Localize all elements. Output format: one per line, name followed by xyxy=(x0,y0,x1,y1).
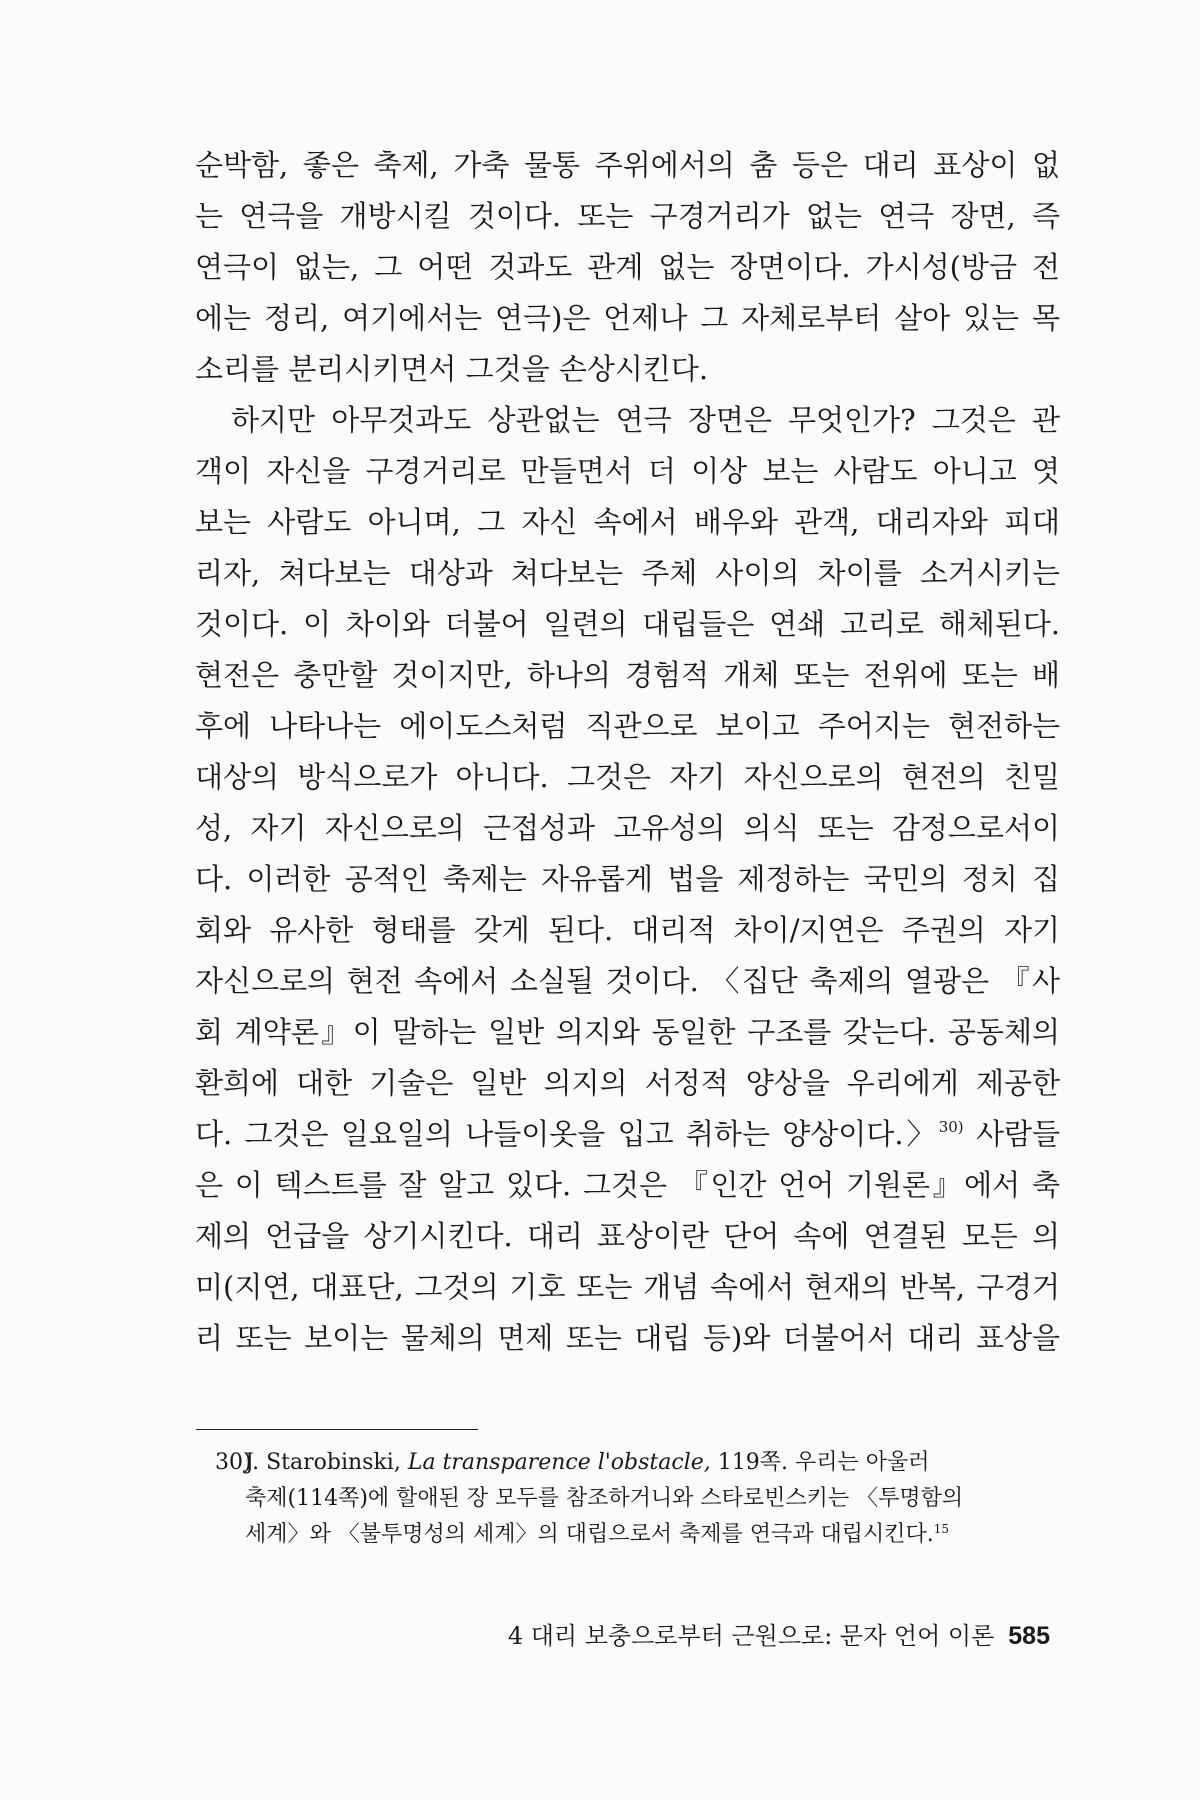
text-line: 리 또는 보이는 물체의 면제 또는 대립 등)와 더불어서 대리 표상을 xyxy=(195,1321,1060,1355)
footnote-number: 30) xyxy=(215,1450,252,1475)
text-line: 환희에 대한 기술은 일반 의지의 서정적 양상을 우리에게 제공한 xyxy=(195,1066,1060,1100)
running-footer xyxy=(508,1616,1050,1651)
text-line: 연극이 없는, 그 어떤 것과도 관계 없는 장면이다. 가시성(방금 전 xyxy=(195,250,1060,284)
text-line-with-footnote-ref xyxy=(195,1109,1060,1160)
text-line: 다. 이러한 공적인 축제는 자유롭게 법을 제정하는 국민의 정치 집 xyxy=(195,862,1060,896)
footnote-line xyxy=(215,1445,1060,1481)
footnote-reference: 30) xyxy=(938,1118,964,1136)
text-line: 회 계약론』이 말하는 일반 의지와 동일한 구조를 갖는다. 공동체의 xyxy=(195,1015,1060,1049)
text-line: 순박함, 좋은 축제, 가축 물통 주위에서의 춤 등은 대리 표상이 없 xyxy=(195,148,1060,182)
text-line: 은 이 텍스트를 잘 알고 있다. 그것은 『인간 언어 기원론』에서 축 xyxy=(195,1168,1060,1202)
text-line-tail xyxy=(964,1117,976,1151)
text-line: 회와 유사한 형태를 갖게 된다. 대리적 차이/지연은 주권의 자기 xyxy=(195,913,1060,947)
text-line: 는 연극을 개방시킬 것이다. 또는 구경거리가 없는 연극 장면, 즉 xyxy=(195,199,1060,233)
text-line: 에는 정리, 여기에서는 연극)은 언제나 그 자체로부터 살아 있는 목 xyxy=(195,301,1060,335)
body-text xyxy=(195,140,1060,1364)
chapter-title: 4 대리 보충으로부터 근원으로: 문자 언어 이론 xyxy=(507,1622,995,1650)
footnote-title: La transparence l'obstacle, xyxy=(407,1450,711,1475)
text-line: 객이 자신을 구경거리로 만들면서 더 이상 보는 사람도 아니고 엿 xyxy=(195,454,1060,488)
footnote-superscript: 15 xyxy=(933,1522,950,1536)
footnote xyxy=(215,1445,1060,1553)
text-line-tail-word: 사람들 xyxy=(975,1117,1061,1151)
footnote-line: 축제(114쪽)에 할애된 장 모두를 참조하거니와 스타로빈스키는 〈투명함의 xyxy=(245,1486,964,1511)
text-line: 것이다. 이 차이와 더불어 일련의 대립들은 연쇄 고리로 해체된다. xyxy=(195,607,1060,641)
text-line: 대상의 방식으로가 아니다. 그것은 자기 자신으로의 현전의 친밀 xyxy=(195,760,1060,794)
text-line-main: 다. 그것은 일요일의 나들이옷을 입고 취하는 양상이다.〉 xyxy=(195,1117,939,1151)
text-line: 자신으로의 현전 속에서 소실될 것이다. 〈집단 축제의 열광은 『사 xyxy=(195,964,1060,998)
text-line: 후에 나타나는 에이도스처럼 직관으로 보이고 주어지는 현전하는 xyxy=(195,709,1060,743)
footnote-divider xyxy=(196,1429,478,1430)
text-line: 미(지연, 대표단, 그것의 기호 또는 개념 속에서 현재의 반복, 구경거 xyxy=(195,1270,1060,1304)
text-line: 보는 사람도 아니며, 그 자신 속에서 배우와 관객, 대리자와 피대 xyxy=(195,505,1060,539)
footnote-rest: 119쪽. 우리는 아울러 xyxy=(717,1450,930,1475)
text-line: 성, 자기 자신으로의 근접성과 고유성의 의식 또는 감정으로서이 xyxy=(195,811,1060,845)
text-line: 하지만 아무것과도 상관없는 연극 장면은 무엇인가? 그것은 관 xyxy=(231,403,1060,437)
page-number: 585 xyxy=(1008,1622,1050,1650)
text-line: 제의 언급을 상기시킨다. 대리 표상이란 단어 속에 연결된 모든 의 xyxy=(195,1219,1060,1253)
footnote-line xyxy=(215,1517,1060,1553)
text-line: 현전은 충만할 것이지만, 하나의 경험적 개체 또는 전위에 또는 배 xyxy=(195,658,1060,692)
footnote-text: 세계〉와 〈불투명성의 세계〉의 대립으로서 축제를 연극과 대립시킨다. xyxy=(245,1522,934,1547)
footnote-author: J. Starobinski, xyxy=(245,1450,401,1475)
text-line: 리자, 쳐다보는 대상과 쳐다보는 주체 사이의 차이를 소거시키는 xyxy=(195,556,1060,590)
text-line: 소리를 분리시키면서 그것을 손상시킨다. xyxy=(195,352,709,386)
